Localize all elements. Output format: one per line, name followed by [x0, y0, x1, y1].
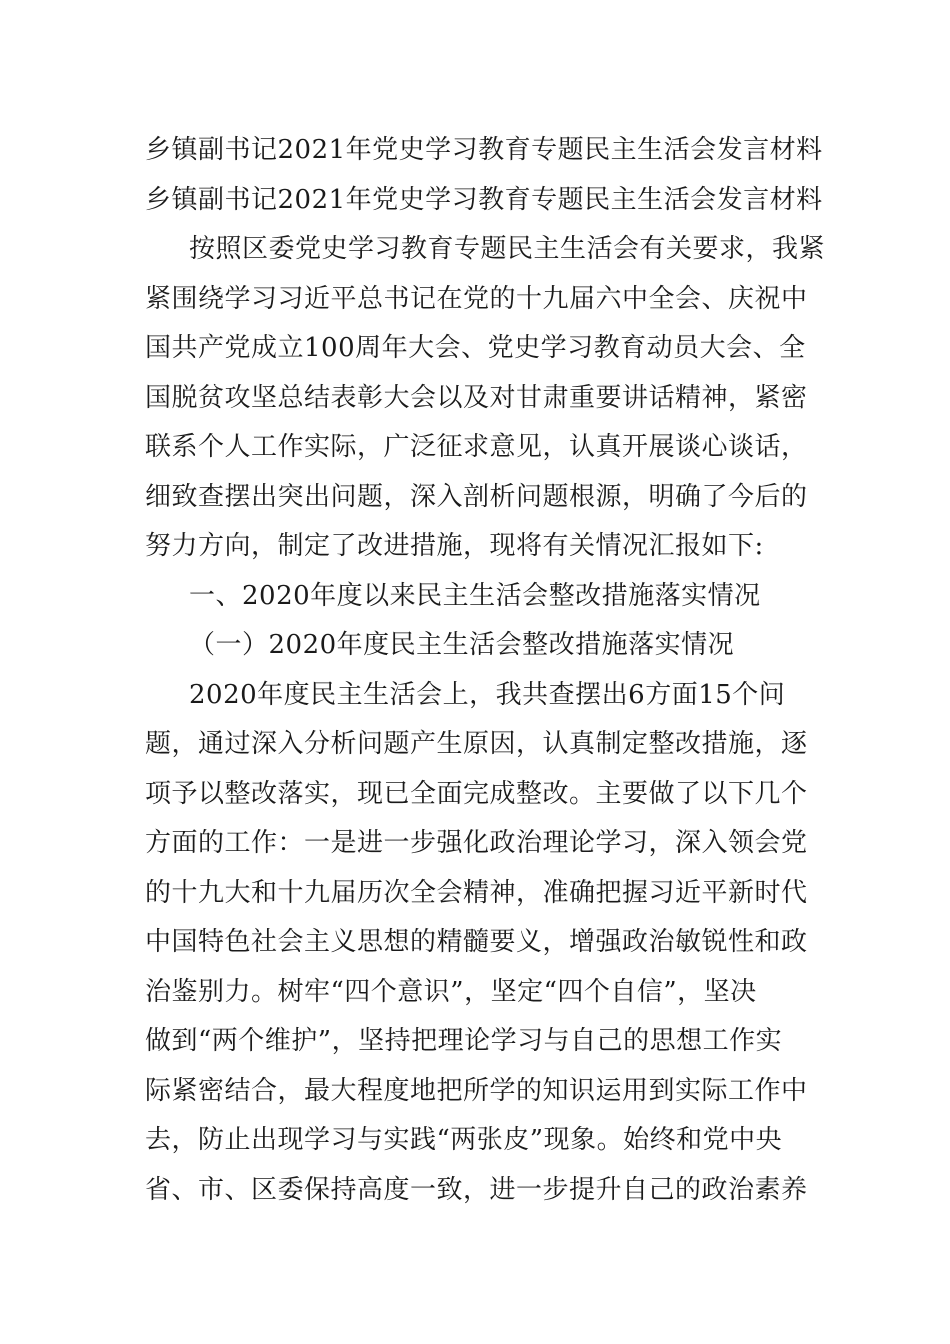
document-body	[145, 126, 826, 1215]
intro-paragraph-line: 按照区委党史学习教育专题民主生活会有关要求，我紧	[189, 234, 826, 264]
intro-paragraph-line: 努力方向，制定了改进措施，现将有关情况汇报如下:	[145, 531, 764, 561]
intro-paragraph-line: 紧围绕学习习近平总书记在党的十九届六中全会、庆祝中	[145, 283, 808, 314]
document-title-repeat: 乡镇副书记2021年党史学习教育专题民主生活会发言材料	[145, 184, 823, 215]
intro-paragraph-line: 细致查摆出突出问题，深入剖析问题根源，明确了今后的	[145, 481, 808, 512]
subsection-heading: （一）2020年度民主生活会整改措施落实情况	[189, 630, 735, 660]
document-title: 乡镇副书记2021年党史学习教育专题民主生活会发言材料	[145, 135, 823, 165]
body-paragraph-line: 的十九大和十九届历次全会精神，准确把握习近平新时代	[145, 877, 808, 908]
body-paragraph-line: 中国特色社会主义思想的精髓要义，增强政治敏锐性和政	[145, 927, 808, 957]
body-paragraph-line: 治鉴别力。树牢“四个意识”，坚定“四个自信”，坚决	[145, 976, 757, 1007]
body-paragraph-line: 做到“两个维护”，坚持把理论学习与自己的思想工作实	[145, 1026, 783, 1056]
intro-paragraph-line: 国脱贫攻坚总结表彰大会以及对甘肃重要讲话精神，紧密	[145, 382, 808, 413]
body-paragraph-line: 去，防止出现学习与实践“两张皮”现象。始终和党中央	[145, 1125, 783, 1155]
body-paragraph-line: 省、市、区委保持高度一致，进一步提升自己的政治素养	[145, 1174, 808, 1205]
body-paragraph-line: 方面的工作：一是进一步强化政治理论学习，深入领会党	[145, 828, 808, 858]
intro-paragraph-line: 国共产党成立100周年大会、党史学习教育动员大会、全	[145, 333, 806, 363]
body-paragraph-line: 际紧密结合，最大程度地把所学的知识运用到实际工作中	[145, 1075, 808, 1106]
body-paragraph-line: 2020年度民主生活会上，我共查摆出6方面15个问	[189, 679, 786, 710]
intro-paragraph-line: 联系个人工作实际，广泛征求意见，认真开展谈心谈话，	[145, 432, 808, 462]
section-heading: 一、2020年度以来民主生活会整改措施落实情况	[189, 580, 761, 611]
body-paragraph-line: 题，通过深入分析问题产生原因，认真制定整改措施，逐	[145, 729, 808, 759]
body-paragraph-line: 项予以整改落实，现已全面完成整改。主要做了以下几个	[145, 778, 808, 809]
